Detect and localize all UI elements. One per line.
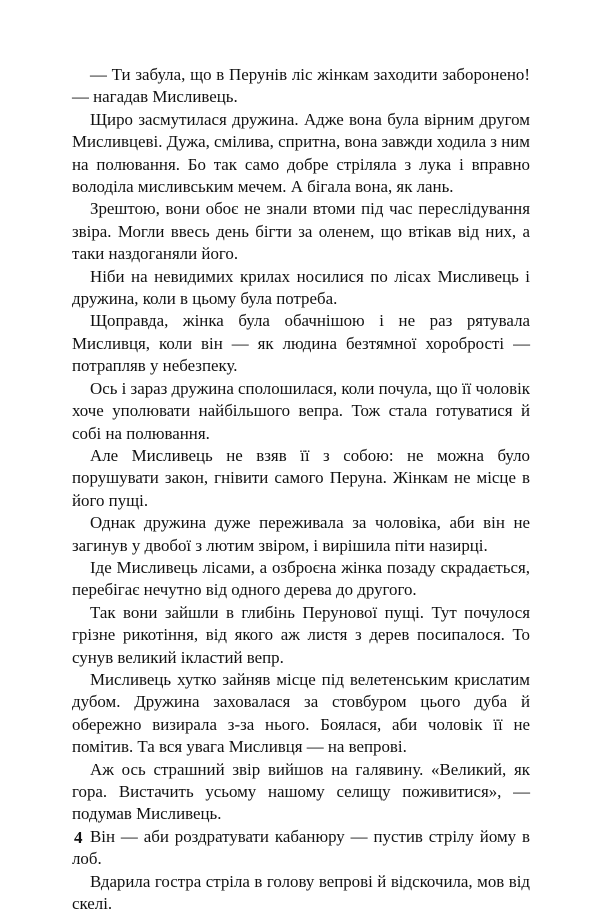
paragraph: Зрештою, вони обоє не знали втоми під час переслідування звіра. Могли ввесь день бігти за оленем, що втікав від них, а таки наздоганяли його. [72,199,530,264]
paragraph: Щиро засмутилася дружина. Адже вона була вірним другом Мисливцеві. Дужа, смілива, спритна, вона завжди ходила з ним на полювання. Бо так само добре стріляла з лука і вправно володіла мисливським мечем. А бігала вона, як лань. [72,109,530,197]
paragraph: Іде Мисливець лісами, а озброєна жінка позаду скрадається, перебігає нечутно від одного дерева до другого. [72,557,530,600]
paragraph: Так вони зайшли в глибінь Перунової пущі. Тут почулося грізне рикотіння, від якого аж листя з дерев посипалося. То сунув великий ікластий вепр. [72,602,530,667]
paragraph: Ось і зараз дружина сполошилася, коли почула, що її чоловік хоче уполювати найбільшого вепра. Тож стала готуватися й собі на полювання. [72,378,530,443]
page-number: 4 [74,828,83,847]
paragraph: Однак дружина дуже переживала за чоловіка, аби він не загинув у двобої з лютим звіром, і вирішила піти назирці. [72,513,530,555]
paragraph: Він — аби роздратувати кабанюру — пустив стрілу йому в лоб. [72,826,530,869]
page-body [72,64,530,915]
paragraph: Аж ось страшний звір вийшов на галявину. «Великий, як гора. Вистачить усьому нашому селищу поживитися», — подумав Мисливець. [72,759,530,824]
paragraph: Мисливець хутко зайняв місце під велетенським крислатим дубом. Дружина заховалася за стовбуром цього дуба й обережно визирала з-за нього. Боялася, аби чоловік її не помітив. Та вся увага Мисливця — на вепрові. [72,669,530,757]
paragraph: Щоправда, жінка була обачнішою і не раз рятувала Мисливця, коли він — як людина безтямної хоробрості — потрапляв у небезпеку. [72,311,530,376]
paragraph: — Ти забула, що в Перунів ліс жінкам заходити заборонено! — нагадав Мисливець. [72,65,530,107]
paragraph: Ніби на невидимих крилах носилися по лісах Мисливець і дружина, коли в цьому була потреба. [72,266,530,309]
paragraph: Але Мисливець не взяв її з собою: не можна було порушувати закон, гнівити самого Перуна. Жінкам не місце в його пущі. [72,445,530,510]
paragraph: Вдарила гостра стріла в голову вепрові й відскочила, мов від скелі. [72,871,530,914]
